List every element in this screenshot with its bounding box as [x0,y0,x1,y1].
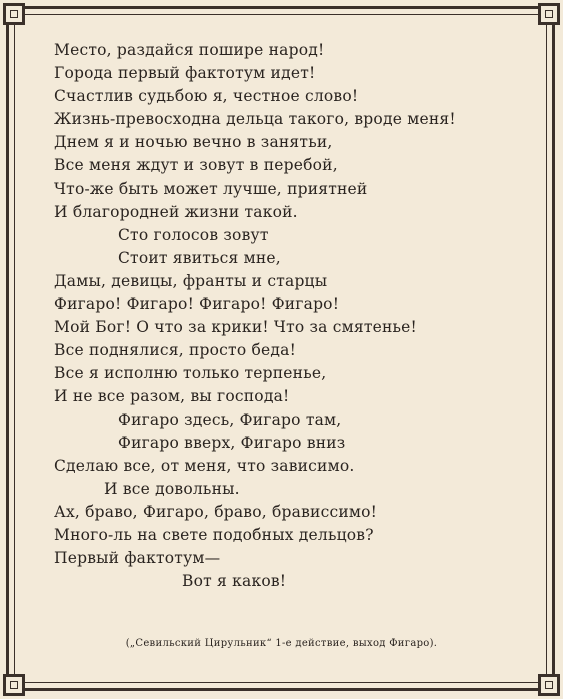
corner-ornament-icon [538,3,560,25]
poem-line: Место, раздайся пошире народ! [54,41,325,59]
poem-line: Что-же быть может лучше, приятней [54,179,368,198]
poem-line: Все я исполню только терпенье, [54,364,327,383]
poem-line: Сделаю все, от меня, что зависимо. [54,456,355,475]
poem-line: Фигаро вверх, Фигаро вниз [118,433,346,452]
poem-line: Все меня ждут и зовут в перебой, [54,156,338,175]
poem-line: Фигаро здесь, Фигаро там, [118,410,342,429]
poem-line: Счастлив судьбою я, честное слово! [54,87,359,106]
poem-line: Вот я каков! [182,572,287,591]
corner-ornament-icon [3,3,25,25]
poem-line: Все поднялися, просто беда! [54,341,296,360]
poem-line: И не все разом, вы господа! [54,387,290,406]
corner-ornament-icon [3,674,25,696]
corner-ornament-icon [538,674,560,696]
poem-line: Сто голосов зовут [118,225,269,244]
poem-line: Днем я и ночью вечно в занятьи, [54,133,333,152]
poem-line: Жизнь-превосходна дельца такого, вроде меня! [54,110,456,129]
poem-line: Мой Бог! О что за крики! Что за смятенье! [54,318,417,337]
poem-line: Ах, браво, Фигаро, браво, брависсимо! [54,502,378,521]
poem-line: Первый фактотум— [54,549,221,568]
poem-text [54,39,514,593]
poem-line: Фигаро! Фигаро! Фигаро! Фигаро! [54,295,340,314]
poem-line: И все довольны. [104,479,240,498]
poem-line: Стоит явиться мне, [118,248,281,267]
source-caption: („Севильский Цирульник“ 1-е действие, выход Фигаро). [125,638,438,649]
poem-line: Города первый фактотум идет! [54,64,316,83]
poem-line: Дамы, девицы, франты и старцы [54,271,328,290]
poem-line: И благородней жизни такой. [54,202,298,221]
poem-line: Много-ль на свете подобных дельцов? [54,525,374,544]
